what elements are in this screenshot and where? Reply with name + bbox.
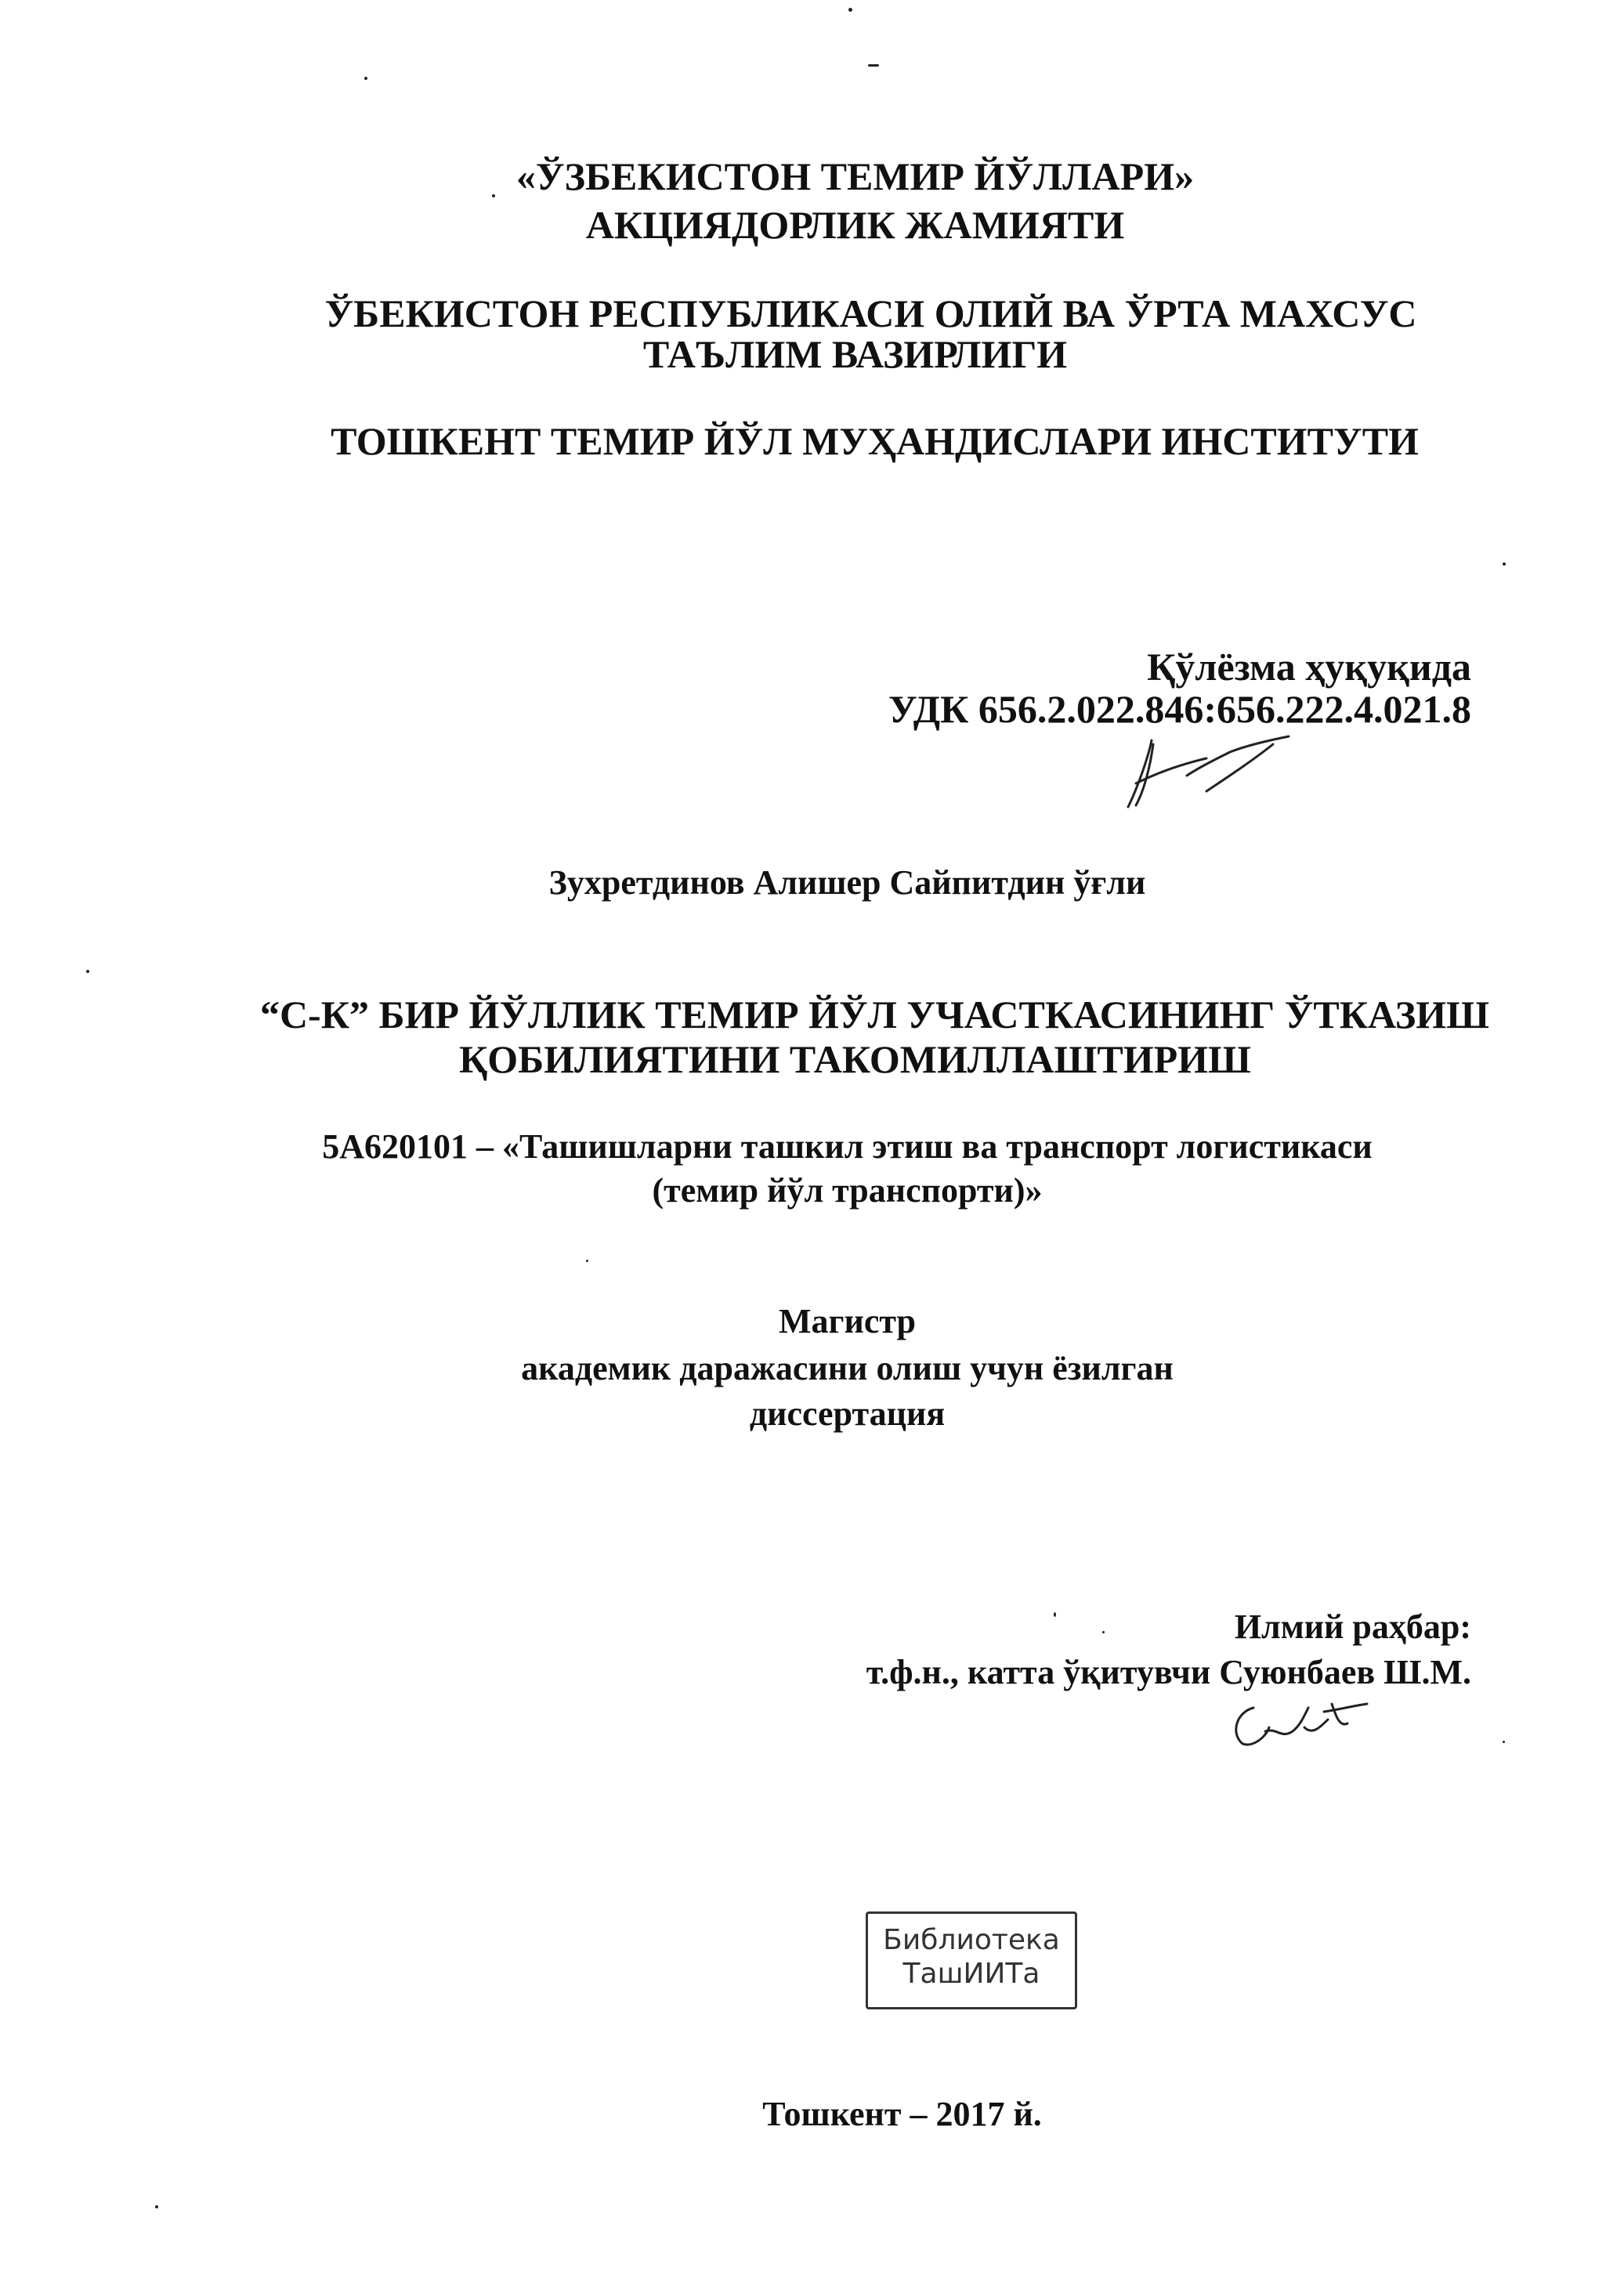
stamp-line-2: ТашИИТа [902,1958,1040,1991]
org-line-1: «ЎЗБЕКИСТОН ТЕМИР ЙЎЛЛАРИ» [515,154,1195,198]
scan-speck [1054,1612,1056,1617]
scan-speck [86,970,89,973]
signature-mark [1112,729,1300,815]
library-stamp [866,1911,1077,2009]
scan-speck [1503,1741,1505,1743]
scan-speck [492,194,495,197]
specialty-line-1: 5А620101 – «Ташишларни ташкил этиш ва транспорт логистикаси [322,1127,1373,1166]
degree-line-2: академик даражасини олиш учун ёзилган [521,1349,1174,1387]
specialty-line-2: (темир йўл транспорти)» [652,1171,1043,1210]
scan-speck [848,8,852,12]
supervisor-signature [1222,1692,1379,1755]
degree-line-1: Магистр [778,1302,916,1340]
scan-speck [868,64,879,67]
org-line-2: АКЦИЯДОРЛИК ЖАМИЯТИ [585,203,1125,247]
thesis-title-line-1: “С-К” БИР ЙЎЛЛИК ТЕМИР ЙЎЛ УЧАСТКАСИНИНГ ЎТКАЗИШ [259,993,1490,1036]
scan-speck [364,77,367,80]
manuscript-rights: Қўлёзма ҳуқуқида [1147,645,1471,689]
scan-speck [155,2205,158,2208]
author-name: Зухретдинов Алишер Сайпитдин ўғли [548,863,1146,902]
stamp-line-1: Библиотека [883,1924,1060,1956]
scan-speck [586,1260,588,1262]
ministry-line-1: ЎБЕКИСТОН РЕСПУБЛИКАСИ ОЛИЙ ВА ЎРТА МАХСУС [324,291,1417,335]
thesis-title-line-2: ҚОБИЛИЯТИНИ ТАКОМИЛЛАШТИРИШ [459,1037,1251,1081]
ministry-line-2: ТАЪЛИМ ВАЗИРЛИГИ [642,332,1068,376]
supervisor-label: Илмий раҳбар: [1234,1608,1471,1646]
udk-code: УДК 656.2.022.846:656.222.4.021.8 [888,687,1471,731]
institute-name: ТОШКЕНТ ТЕМИР ЙЎЛ МУҲАНДИСЛАРИ ИНСТИТУТИ [331,419,1419,463]
scan-speck [1503,562,1506,566]
degree-line-3: диссертация [749,1394,946,1433]
place-and-year: Тошкент – 2017 й. [762,2095,1042,2133]
supervisor-name: т.ф.н., катта ўқитувчи Суюнбаев Ш.М. [866,1653,1471,1691]
scan-speck [1102,1631,1105,1633]
